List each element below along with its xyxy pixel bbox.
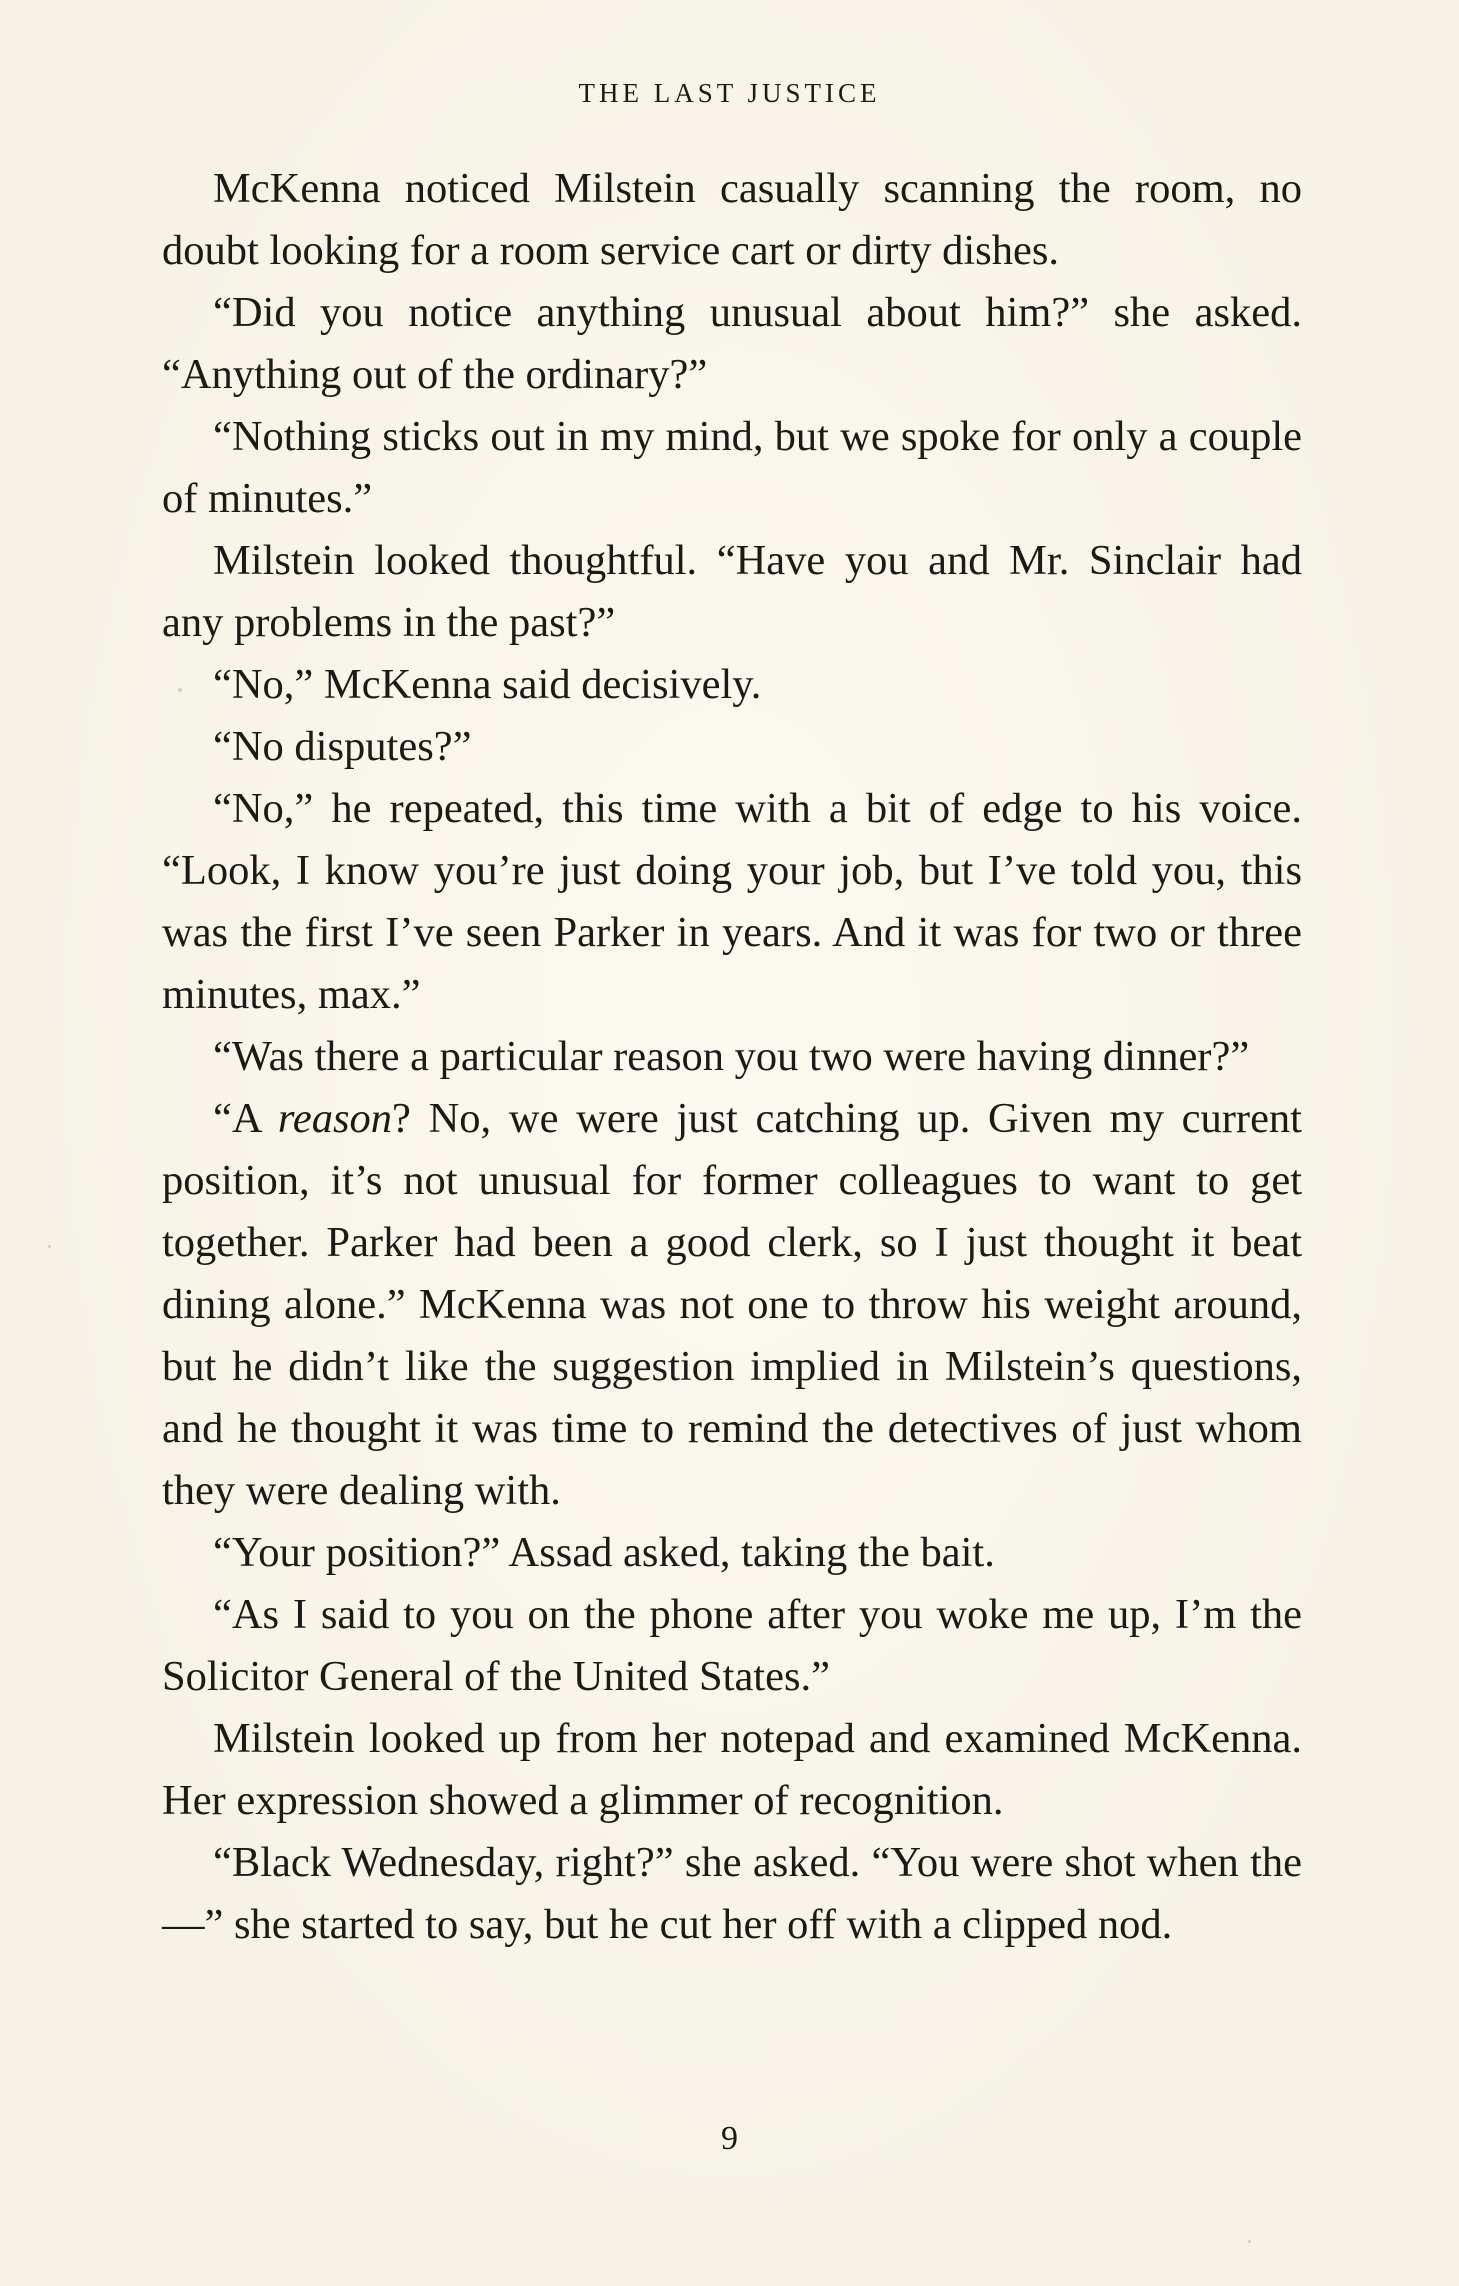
paragraph-9 <box>162 1088 1302 1522</box>
paragraph-9-rest: ? No, we were just catching up. Given my current position, it’s not unusual for former colleagues to want to get together. Parker had been a good clerk, so I just thought it beat dining alone.” McKenna was not one to throw his weight around, but he didn’t like the suggestion implied in Milstein’s questions, and he thought it was time to remind the detectives of just whom they were dealing with. <box>162 1095 1302 1514</box>
paragraph-6: “No disputes?” <box>213 723 472 770</box>
paragraph-1: McKenna noticed Milstein casually scanning the room, no doubt looking for a room service cart or dirty dishes. <box>162 165 1302 274</box>
body-text <box>162 158 1302 1956</box>
paragraph-13: “Black Wednesday, right?” she asked. “You were shot when the—” she started to say, but he cut her off with a clipped nod. <box>162 1839 1302 1948</box>
paragraph-5: “No,” McKenna said decisively. <box>213 661 762 708</box>
paragraph-7: “No,” he repeated, this time with a bit of edge to his voice. “Look, I know you’re just doing your job, but I’ve told you, this was the first I’ve seen Parker in years. And it was for two or three minutes, max.” <box>162 785 1302 1018</box>
paragraph-10: “Your position?” Assad asked, taking the bait. <box>213 1529 995 1576</box>
paragraph-12: Milstein looked up from her notepad and examined McKenna. Her expression showed a glimmer of recognition. <box>162 1715 1302 1824</box>
paragraph-8: “Was there a particular reason you two were having dinner?” <box>213 1033 1250 1080</box>
running-head: THE LAST JUSTICE <box>578 78 881 108</box>
page-number: 9 <box>721 2120 738 2157</box>
paper-speck <box>178 688 182 692</box>
paragraph-3: “Nothing sticks out in my mind, but we spoke for only a couple of minutes.” <box>162 413 1302 522</box>
paper-speck <box>48 1245 51 1248</box>
paragraph-9-start: “A <box>213 1095 278 1142</box>
paper-speck <box>1248 2240 1251 2243</box>
paragraph-11: “As I said to you on the phone after you woke me up, I’m the Solicitor General of the United States.” <box>162 1591 1302 1700</box>
paragraph-2: “Did you notice anything unusual about him?” she asked. “Anything out of the ordinary?” <box>162 289 1302 398</box>
paragraph-4: Milstein looked thoughtful. “Have you and Mr. Sinclair had any problems in the past?” <box>162 537 1302 646</box>
paragraph-9-italic: reason <box>277 1095 393 1142</box>
